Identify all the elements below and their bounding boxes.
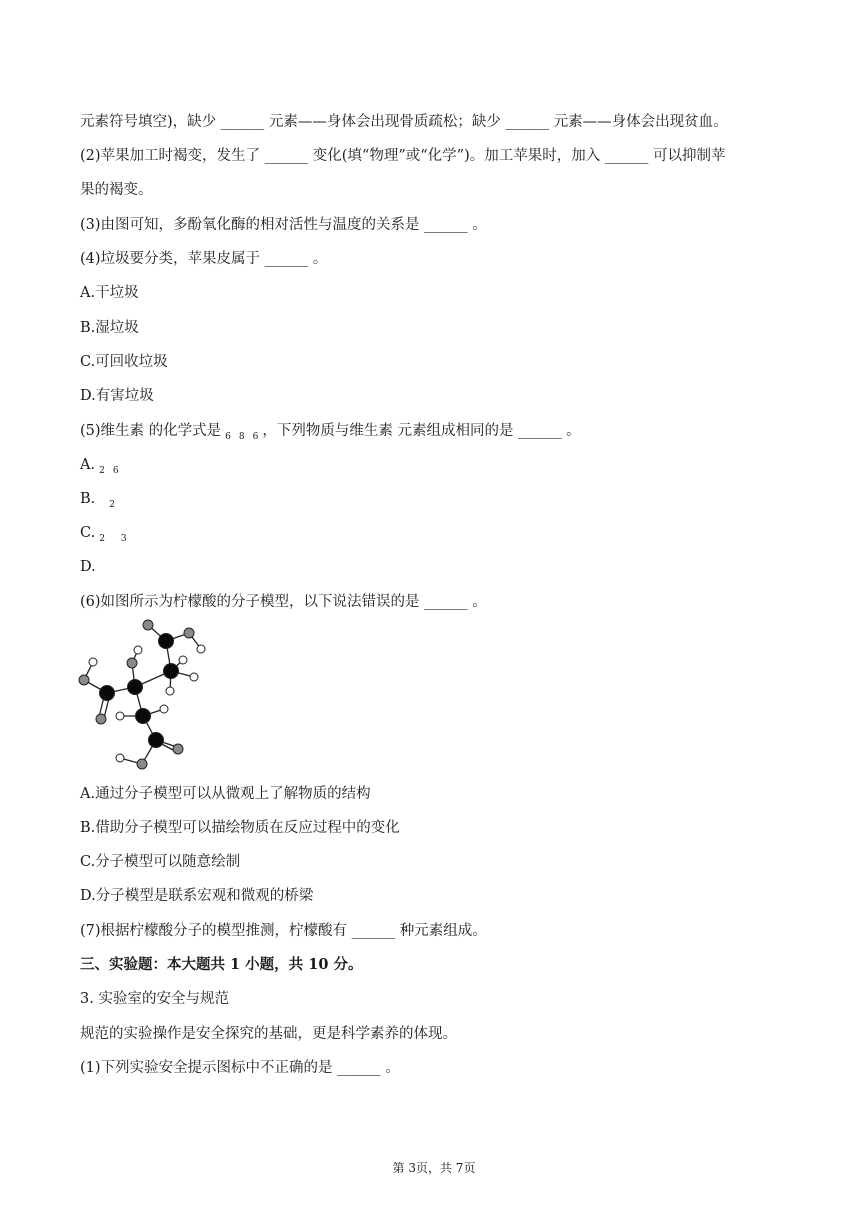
question-4: (4)垃圾要分类，苹果皮属于 ______ 。: [80, 251, 328, 267]
option-label: B.: [80, 491, 96, 507]
question-intro: 规范的实验操作是安全探究的基础，更是科学素养的体现。: [80, 1026, 457, 1042]
option-label: D.: [80, 559, 96, 575]
formula-subscript: 6: [225, 432, 231, 442]
question-3: (3)由图可知，多酚氧化酶的相对活性与温度的关系是 ______ 。: [80, 217, 487, 233]
q6-option-a: A.通过分子模型可以从微观上了解物质的结构: [80, 786, 371, 802]
q5-prefix: (5)维生素 的化学式是: [80, 423, 222, 439]
formula-subscript: 2: [99, 466, 105, 476]
q5-suffix: ，下列物质与维生素 元素组成相同的是 ______ 。: [262, 423, 581, 439]
formula-subscript: 2: [99, 534, 105, 544]
formula-subscript: 3: [120, 534, 127, 544]
subquestion-1: (1)下列实验安全提示图标中不正确的是 ______ 。: [80, 1060, 400, 1076]
formula-subscript: 6: [112, 466, 119, 476]
q4-option-c: C.可回收垃圾: [80, 354, 168, 370]
formula-subscript: 2: [109, 500, 115, 510]
formula-subscript: 6: [252, 432, 259, 442]
q6-option-b: B.借助分子模型可以描绘物质在反应过程中的变化: [80, 820, 400, 836]
text-line-2: (2)苹果加工时褐变，发生了 ______ 变化(填“物理”或“化学”)。加工苹果时，加入 ______ 可以抑制苹: [80, 148, 726, 164]
section-heading: 三、实验题：本大题共 1 小题，共 10 分。: [80, 956, 363, 973]
q6-option-c: C.分子模型可以随意绘制: [80, 854, 241, 870]
q5-option-b: [80, 489, 119, 515]
question-6: (6)如图所示为柠檬酸的分子模型，以下说法错误的是 ______ 。: [80, 594, 487, 610]
citric-acid-molecule-model: [74, 616, 220, 776]
q5-option-a: [80, 455, 123, 481]
formula-subscript: 8: [238, 432, 245, 442]
page-footer: 第 3页，共 7页: [392, 1161, 476, 1175]
question-5: [80, 421, 581, 447]
text-line-3: 果的褐变。: [80, 182, 153, 198]
option-label: A.: [80, 457, 96, 473]
option-label: C.: [80, 525, 96, 541]
question-7: (7)根据柠檬酸分子的模型推测，柠檬酸有 ______ 种元素组成。: [80, 923, 487, 939]
text-line-1: 元素符号填空)，缺少 ______ 元素——身体会出现骨质疏松；缺少 ______ 元素——身体会出现贫血。: [80, 114, 728, 130]
q5-option-d: [80, 557, 96, 577]
q4-option-a: A.干垃圾: [80, 285, 139, 301]
q5-option-c: [80, 523, 131, 549]
question-title: 3. 实验室的安全与规范: [80, 991, 229, 1007]
q4-option-d: D.有害垃圾: [80, 388, 154, 404]
q4-option-b: B.湿垃圾: [80, 320, 139, 336]
q6-option-d: D.分子模型是联系宏观和微观的桥梁: [80, 888, 314, 904]
